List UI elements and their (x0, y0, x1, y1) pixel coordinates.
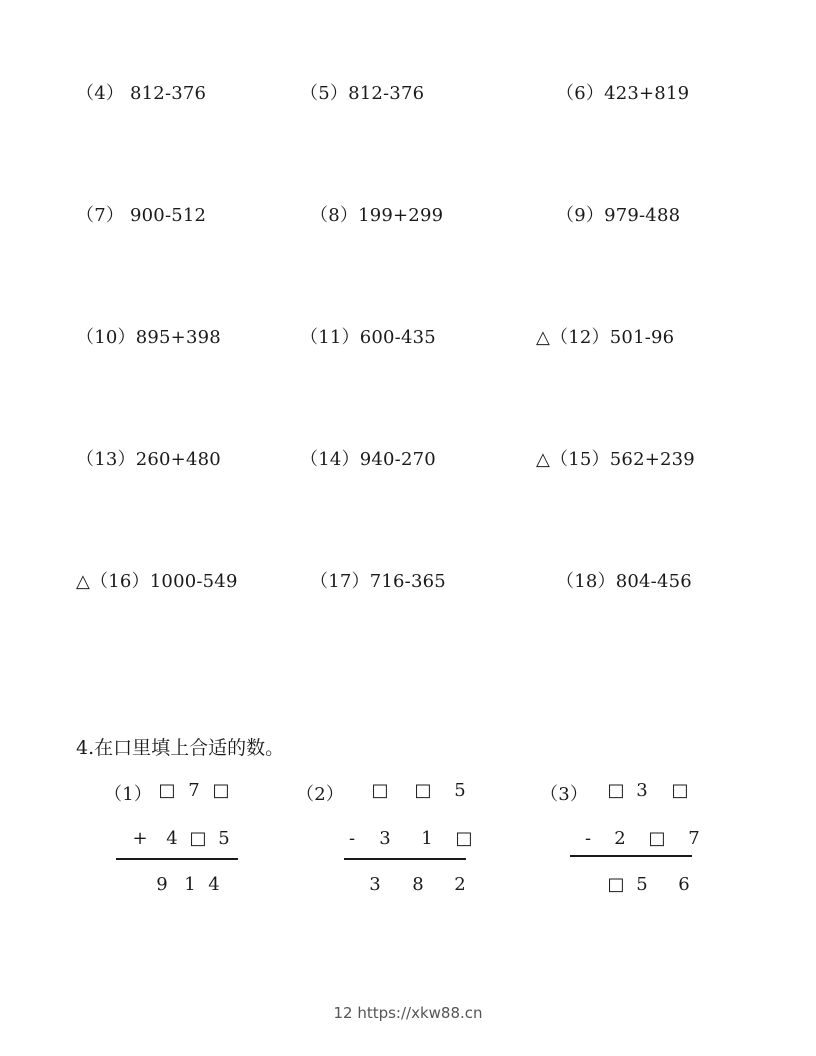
problem-8: （8）199+299 (310, 205, 444, 226)
problem-14: （14）940-270 (300, 449, 436, 470)
star-mark-icon: △ (536, 327, 551, 348)
problem-18: （18）804-456 (556, 571, 692, 592)
digit-cell: 7 (688, 828, 700, 849)
digit-cell: 8 (412, 874, 424, 895)
digit-cell: □ (189, 828, 207, 849)
digit-cell: □ (414, 780, 432, 801)
digit-cell: 4 (208, 874, 220, 895)
digit-cell: 1 (421, 828, 433, 849)
puzzle-label: （2） (296, 784, 345, 805)
digit-cell: □ (607, 874, 625, 895)
puzzle-label: （1） (104, 784, 153, 805)
digit-cell: □ (371, 780, 389, 801)
problem-9: （9）979-488 (556, 205, 681, 226)
problem-5: （5）812-376 (300, 83, 425, 104)
digit-cell: □ (455, 828, 473, 849)
digit-cell: 1 (184, 874, 196, 895)
operator: + (132, 828, 148, 849)
page-footer: 12 https://xkw88.cn (333, 1004, 483, 1022)
digit-cell: □ (212, 780, 230, 801)
digit-cell: 2 (454, 874, 466, 895)
digit-cell: □ (158, 780, 176, 801)
problem-12: △（12）501-96 (536, 327, 675, 348)
problem-15: △（15）562+239 (536, 449, 695, 470)
problem-4: （4） 812-376 (76, 83, 207, 104)
problem-16: △（16）1000-549 (76, 571, 238, 592)
problem-10: （10）895+398 (76, 327, 221, 348)
digit-cell: 2 (614, 828, 626, 849)
star-mark-icon: △ (536, 449, 551, 470)
digit-cell: 4 (166, 828, 178, 849)
problem-17: （17）716-365 (310, 571, 446, 592)
sum-line (116, 858, 238, 860)
digit-cell: 7 (188, 780, 200, 801)
digit-cell: 6 (678, 874, 690, 895)
digit-cell: □ (648, 828, 666, 849)
operator: - (584, 828, 592, 849)
puzzle-label: （3） (540, 784, 589, 805)
difference-line (570, 855, 692, 857)
digit-cell: 5 (218, 828, 230, 849)
digit-cell: □ (671, 780, 689, 801)
digit-cell: 3 (379, 828, 391, 849)
digit-cell: 3 (636, 780, 648, 801)
star-mark-icon: △ (76, 571, 91, 592)
problem-7: （7） 900-512 (76, 205, 207, 226)
difference-line (344, 858, 466, 860)
operator: - (348, 828, 356, 849)
digit-cell: 5 (636, 874, 648, 895)
digit-cell: □ (607, 780, 625, 801)
section-4-title: 4.在口里填上合适的数。 (76, 737, 285, 759)
digit-cell: 5 (454, 780, 466, 801)
problem-13: （13）260+480 (76, 449, 221, 470)
digit-cell: 3 (369, 874, 381, 895)
digit-cell: 9 (156, 874, 168, 895)
problem-11: （11）600-435 (300, 327, 436, 348)
problem-6: （6）423+819 (556, 83, 690, 104)
